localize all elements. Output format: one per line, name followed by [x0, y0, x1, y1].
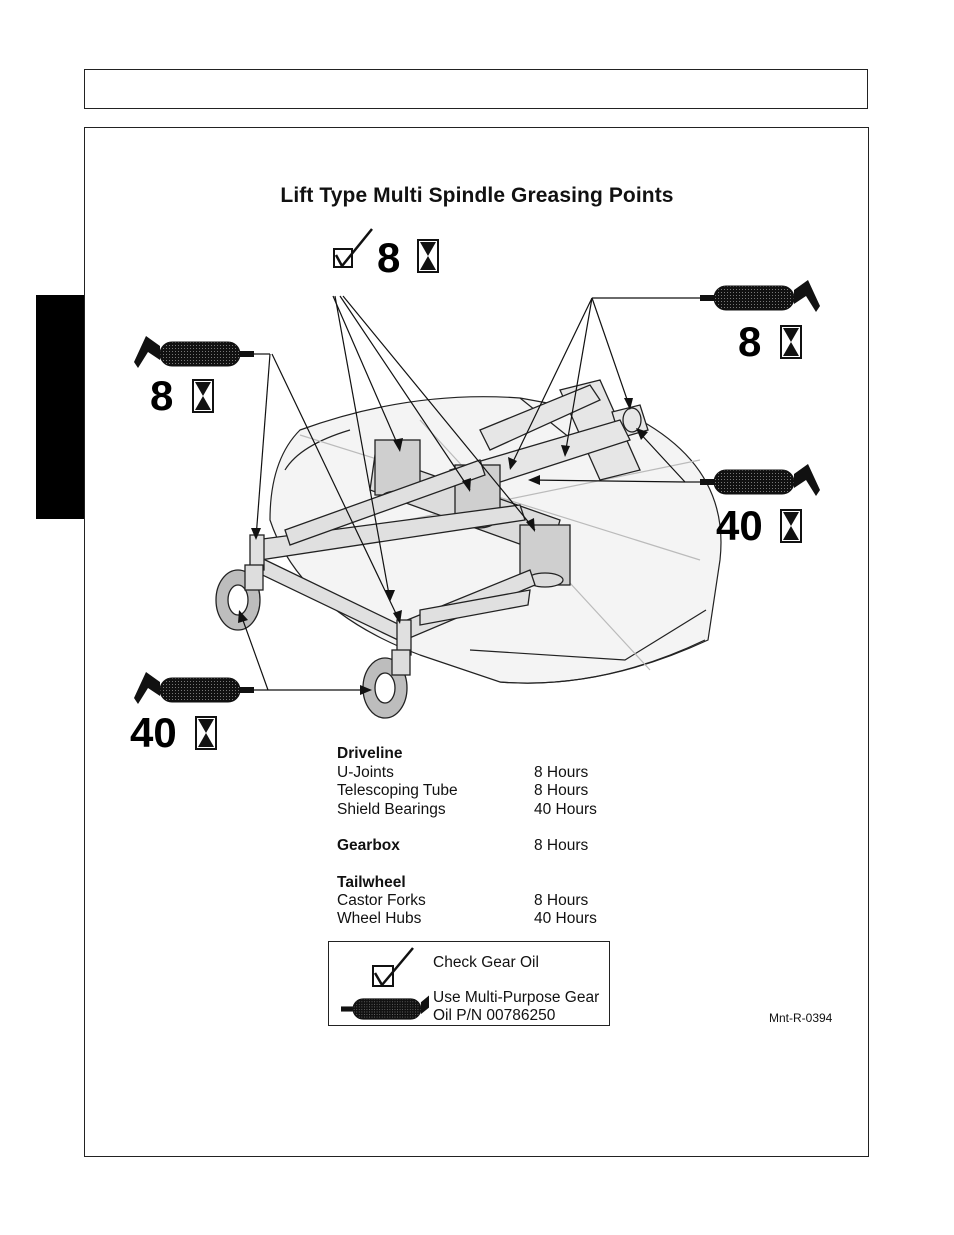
- grease-right-callout: [700, 464, 820, 549]
- driveline-item-interval: 40 Hours: [534, 801, 597, 818]
- gear-check-callout: [334, 229, 438, 281]
- tailwheel-item-name: Castor Forks: [337, 892, 426, 909]
- driveline-item-name: Shield Bearings: [337, 801, 446, 818]
- hourglass-icon: [781, 326, 801, 358]
- grease-gun-icon: [134, 672, 254, 704]
- grease-gun-icon: [134, 336, 254, 368]
- grease-top-right-hours: 8: [738, 318, 762, 365]
- grease-bottom-left-hours: 40: [130, 709, 177, 756]
- tailwheel-item-interval: 8 Hours: [534, 892, 589, 909]
- gearbox-heading: Gearbox: [337, 837, 400, 854]
- hourglass-icon: [196, 717, 216, 749]
- driveline-item-interval: 8 Hours: [534, 782, 589, 799]
- driveline-item-name: U-Joints: [337, 764, 394, 781]
- grease-bottom-left-callout: [130, 672, 254, 756]
- driveline-item-name: Telescoping Tube: [337, 782, 458, 799]
- hourglass-icon: [781, 510, 801, 542]
- grease-right-hours: 40: [716, 502, 763, 549]
- grease-left-callout: [134, 336, 254, 419]
- driveline-item-interval: 8 Hours: [534, 764, 589, 781]
- page-title: Lift Type Multi Spindle Greasing Points: [280, 184, 674, 207]
- hourglass-icon: [193, 380, 213, 412]
- grease-gun-icon: [341, 994, 429, 1021]
- figure-code: Mnt-R-0394: [769, 1011, 833, 1025]
- checkbox-check-icon: [373, 948, 413, 986]
- tailwheel-item-name: Wheel Hubs: [337, 910, 422, 927]
- grease-gun-icon: [700, 280, 820, 312]
- hourglass-icon: [418, 240, 438, 272]
- gear-check-hours: 8: [377, 234, 401, 281]
- checkbox-check-icon: [334, 229, 372, 267]
- legend-grease-line2: Oil P/N 00786250: [433, 1007, 556, 1024]
- grease-gun-icon: [700, 464, 820, 496]
- driveline-heading: Driveline: [337, 745, 403, 762]
- legend-grease-line1: Use Multi-Purpose Gear: [433, 989, 600, 1006]
- gearbox-interval: 8 Hours: [534, 837, 589, 854]
- tailwheel-heading: Tailwheel: [337, 874, 406, 891]
- grease-top-right-callout: [700, 280, 820, 365]
- legend-icons: [329, 942, 429, 1024]
- grease-left-hours: 8: [150, 372, 174, 419]
- symbol-legend: [328, 941, 610, 1026]
- legend-check-text: Check Gear Oil: [433, 954, 539, 971]
- tailwheel-item-interval: 40 Hours: [534, 910, 597, 927]
